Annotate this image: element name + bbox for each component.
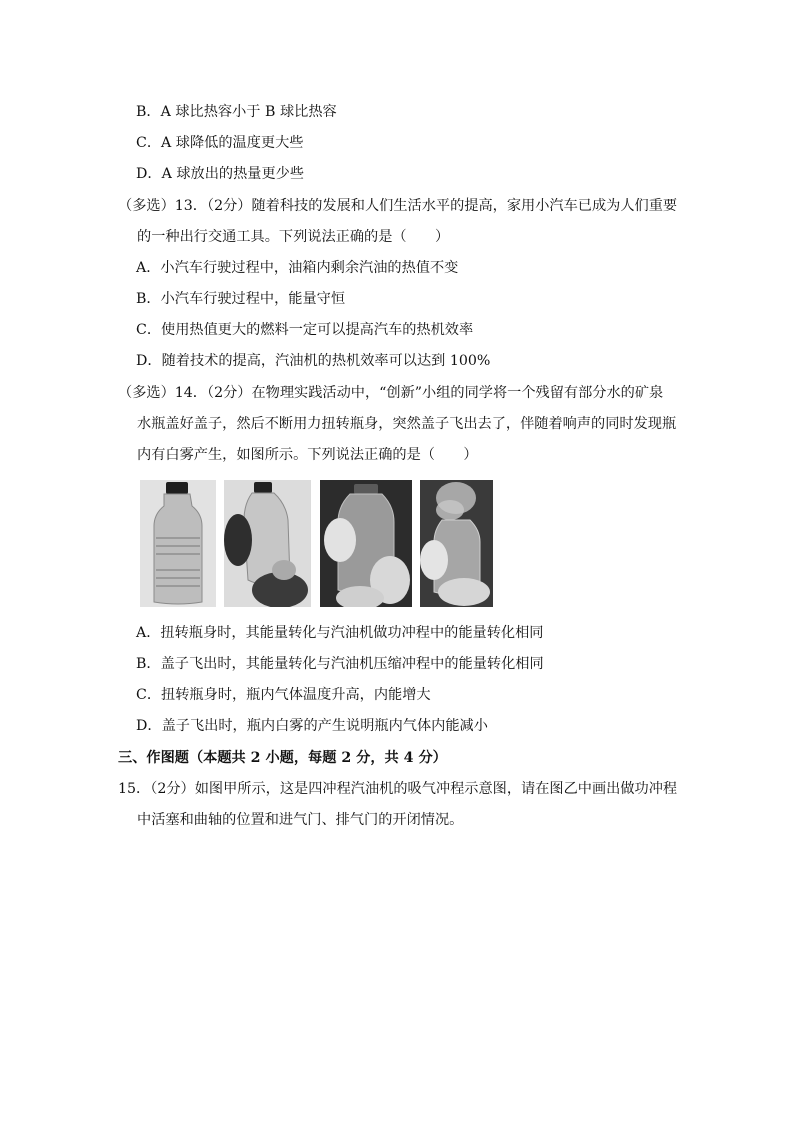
q13-option-d: D．随着技术的提高，汽油机的热机效率可以达到 100%	[136, 353, 491, 369]
section-3-heading: 三、作图题（本题共 2 小题，每题 2 分，共 4 分）	[118, 750, 447, 766]
q12-option-c: C．A 球降低的温度更大些	[136, 135, 304, 151]
q13-option-c: C．使用热值更大的燃料一定可以提高汽车的热机效率	[136, 322, 474, 338]
q13-option-a: A．小汽车行驶过程中，油箱内剩余汽油的热值不变	[136, 260, 459, 276]
q14-option-a: A．扭转瓶身时，其能量转化与汽油机做功冲程中的能量转化相同	[136, 625, 544, 641]
q13-stem-line1: （多选）13．（2分）随着科技的发展和人们生活水平的提高，家用小汽车已成为人们重要	[118, 198, 678, 214]
bottle-photo-1	[140, 480, 216, 607]
q14-option-d: D．盖子飞出时，瓶内白雾的产生说明瓶内气体内能减小	[136, 718, 488, 734]
q14-stem-line2: 水瓶盖好盖子，然后不断用力扭转瓶身，突然盖子飞出去了，伴随着响声的同时发现瓶	[137, 416, 677, 432]
bottle-photo-3	[320, 480, 412, 607]
bottle-photo-4	[420, 480, 493, 607]
q15-stem-line2: 中活塞和曲轴的位置和进气门、排气门的开闭情况。	[137, 812, 464, 828]
bottle-photo-2	[224, 480, 311, 607]
q14-option-c: C．扭转瓶身时，瓶内气体温度升高，内能增大	[136, 687, 431, 703]
q13-stem-line2: 的一种出行交通工具。下列说法正确的是（ ）	[137, 229, 450, 245]
q12-option-b: B．A 球比热容小于 B 球比热容	[136, 104, 337, 120]
q14-stem-line3: 内有白雾产生，如图所示。下列说法正确的是（ ）	[137, 447, 478, 463]
q14-option-b: B．盖子飞出时，其能量转化与汽油机压缩冲程中的能量转化相同	[136, 656, 544, 672]
q13-option-b: B．小汽车行驶过程中，能量守恒	[136, 291, 346, 307]
q15-stem-line1: 15．（2分）如图甲所示，这是四冲程汽油机的吸气冲程示意图，请在图乙中画出做功冲程	[118, 781, 678, 797]
q12-option-d: D．A 球放出的热量更少些	[136, 166, 305, 182]
q14-stem-line1: （多选）14．（2分）在物理实践活动中，“创新”小组的同学将一个残留有部分水的矿泉	[118, 385, 664, 401]
